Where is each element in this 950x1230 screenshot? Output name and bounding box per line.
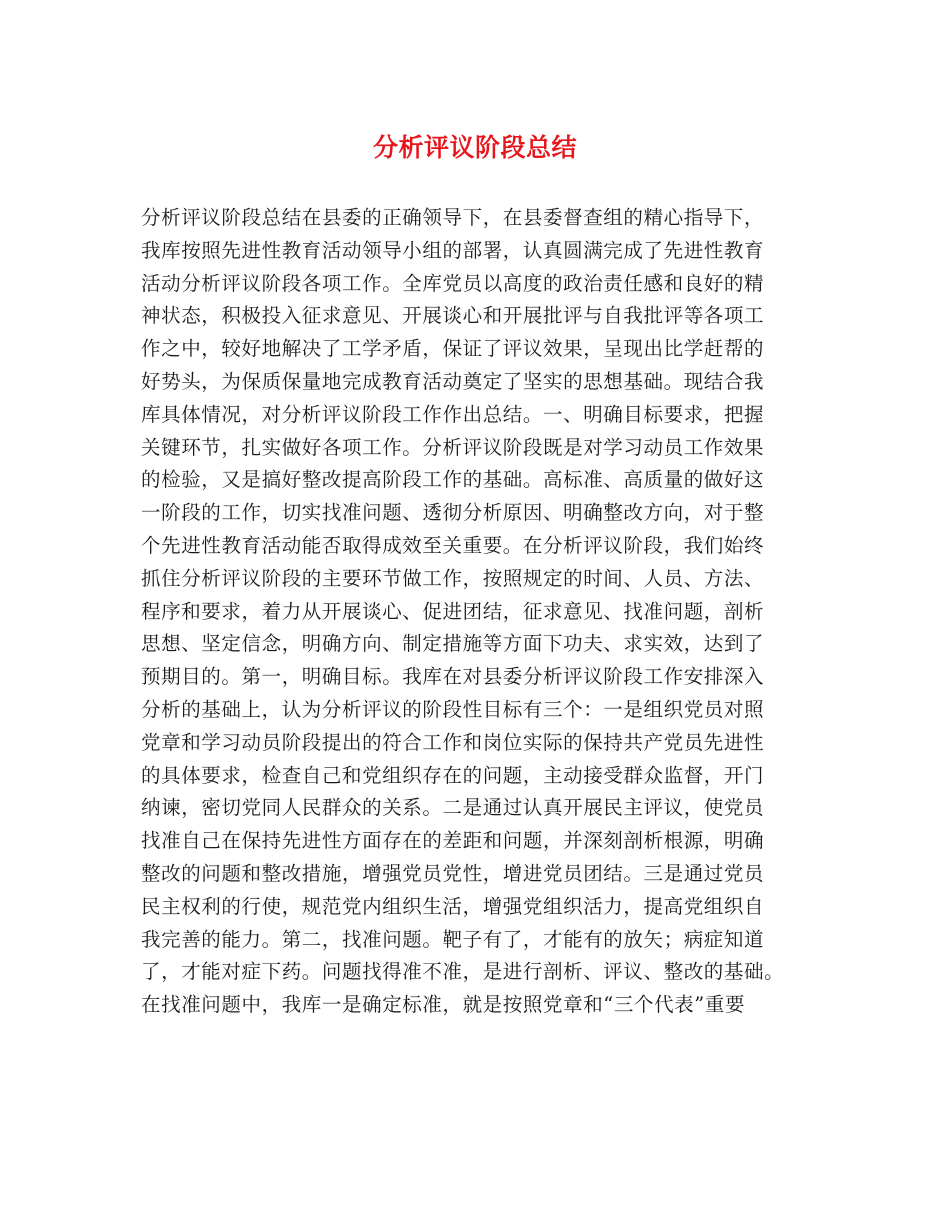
- body-line: 作之中，较好地解决了工学矛盾，保证了评议效果，呈现出比学赶帮的: [141, 337, 765, 361]
- body-line: 思想、坚定信念，明确方向、制定措施等方面下功夫、求实效，达到了: [141, 632, 765, 656]
- body-line: 在找准问题中，我库一是确定标准，就是按照党章和“三个代表”重要: [141, 993, 746, 1017]
- body-line: 民主权利的行使，规范党内组织生活，增强党组织活力，提高党组织自: [141, 894, 765, 918]
- body-line: 了，才能对症下药。问题找得准不准，是进行剖析、评议、整改的基础。: [141, 960, 785, 984]
- body-line: 活动分析评议阶段各项工作。全库党员以高度的政治责任感和良好的精: [141, 271, 765, 295]
- body-line: 党章和学习动员阶段提出的符合工作和岗位实际的保持共产党员先进性: [141, 730, 765, 754]
- body-line: 神状态，积极投入征求意见、开展谈心和开展批评与自我批评等各项工: [141, 304, 765, 328]
- body-line: 我库按照先进性教育活动领导小组的部署，认真圆满完成了先进性教育: [141, 238, 765, 262]
- document-body: [141, 202, 831, 1022]
- body-line: 分析的基础上，认为分析评议的阶段性目标有三个：一是组织党员对照: [141, 697, 765, 721]
- body-line: 个先进性教育活动能否取得成效至关重要。在分析评议阶段，我们始终: [141, 533, 765, 557]
- body-line: 纳谏，密切党同人民群众的关系。二是通过认真开展民主评议，使党员: [141, 796, 765, 820]
- body-line: 找准自己在保持先进性方面存在的差距和问题，并深刻剖析根源，明确: [141, 829, 765, 853]
- body-line: 库具体情况，对分析评议阶段工作作出总结。一、明确目标要求，把握: [141, 402, 765, 426]
- body-line: 程序和要求，着力从开展谈心、促进团结，征求意见、找准问题，剖析: [141, 599, 765, 623]
- body-line: 整改的问题和整改措施，增强党员党性，增进党员团结。三是通过党员: [141, 861, 765, 885]
- body-line: 预期目的。第一，明确目标。我库在对县委分析评议阶段工作安排深入: [141, 665, 765, 689]
- body-line: 的具体要求，检查自己和党组织存在的问题，主动接受群众监督，开门: [141, 763, 765, 787]
- body-line: 好势头，为保质保量地完成教育活动奠定了坚实的思想基础。现结合我: [141, 369, 765, 393]
- body-line: 的检验，又是搞好整改提高阶段工作的基础。高标准、高质量的做好这: [141, 468, 765, 492]
- body-line: 一阶段的工作，切实找准问题、透彻分析原因、明确整改方向，对于整: [141, 501, 765, 525]
- body-line: 抓住分析评议阶段的主要环节做工作，按照规定的时间、人员、方法、: [141, 566, 765, 590]
- body-line: 分析评议阶段总结在县委的正确领导下，在县委督查组的精心指导下，: [141, 206, 765, 229]
- body-line: 关键环节，扎实做好各项工作。分析评议阶段既是对学习动员工作效果: [141, 435, 765, 459]
- document-title: 分析评议阶段总结: [372, 133, 577, 162]
- body-line: 我完善的能力。第二，找准问题。靶子有了，才能有的放矢；病症知道: [141, 927, 765, 951]
